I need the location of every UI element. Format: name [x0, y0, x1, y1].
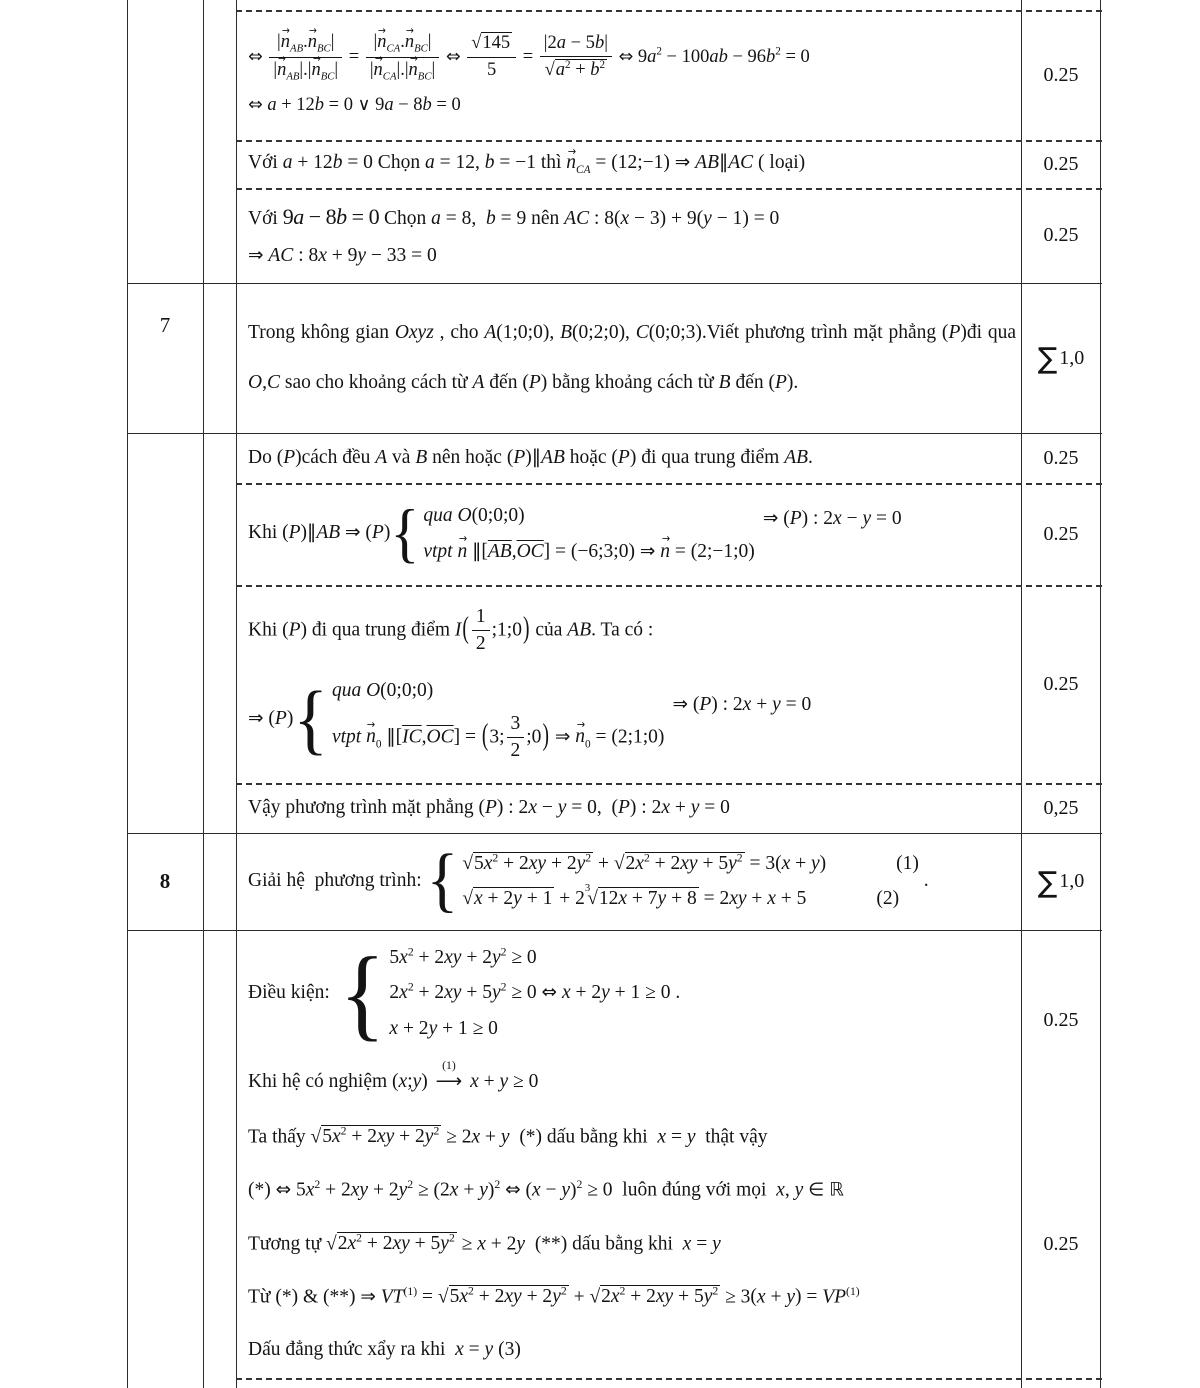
table-row: [0, 833, 1200, 930]
answer-content-cell: Khi (P) đi qua trung điểm I( $\frac{1}{2}$ ;1;0) của AB. Ta có : ⇒ (P) { qua O(0;0;0) vtpt $n \to_0$ $‖[\overline{IC},\overline{OC}] = (3$; $\frac{3}{2}$ ;0) ⇒ $n \to_0$ = (2;1;0) ⇒ (P) : 2x + y = 0: [248, 585, 1014, 783]
table-row: [0, 188, 1200, 283]
points-cell: 0.25: [1043, 522, 1079, 545]
table-row: [0, 483, 1200, 585]
table-row: [0, 585, 1200, 783]
points-cell: 0.25: [1043, 446, 1079, 469]
answer-content-cell: Ta thấy $√5x^2 + 2xy + 2y^2 \ge 2x + y$ (*) dấu bằng khi x = y thật vậy (*) ⇔ $5x^2 + 2xy + 2y^2 \ge (2x + y)^2$ ⇔ $(x - y)^2 \ge 0$ luôn đúng với mọi x, y ∈ ℝ Tương tự $√2x^2 + 2xy + 5y^2 \ge x + 2y$ (**) dấu bằng khi x = y Từ (*) & (**) ⇒ $VT^{(1)} = √5x^2 + 2xy + 2y^2 + √2x^2 + 2xy + 5y^2 \ge 3(x + y) = VP^{(1)}$ Dấu đẳng thức xẩy ra khi x = y (3): [248, 1124, 860, 1361]
answer-content-cell: Do (P)cách đều A và B nên hoặc (P)‖AB hoặc (P) đi qua trung điểm AB.: [248, 446, 813, 468]
question-number: 8: [159, 869, 171, 893]
question-statement-cell: Trong không gian Oxyz , cho A(1;0;0), B(0;2;0), C(0;0;3).Viết phương trình mặt phẳng (P)đi qua O,C sao cho khoảng cách từ A đến (P) bằng khoảng cách từ B đến (P).: [248, 322, 1017, 393]
table-row: [0, 930, 1200, 1110]
table-row: [0, 140, 1200, 188]
answer-content-cell: Điều kiện: { $5x^2 + 2xy + 2y^2 \ge 0$ $2x^2 + 2xy + 5y^2 \ge 0$ ⇔ x + 2y + 1 ≥ 0 . x + 2y + 1 ≥ 0 Khi hệ có nghiệm (x;y) (1) ⟶ x + y ≥ 0: [248, 935, 681, 1092]
answer-content-cell: Với a + 12b = 0 Chọn a = 12, b = −1 thì $n \to_{CA}$ = (12;−1) ⇒ AB‖AC ( loại): [248, 140, 1014, 188]
table-row: [0, 783, 1200, 833]
table-row: [0, 433, 1200, 483]
answer-content-cell: Với 9a − 8b = 0 Chọn a = 8, b = 9 nên AC : 8(x − 3) + 9(y − 1) = 0 ⇒ AC : 8x + 9y − 33 = 0: [248, 203, 780, 266]
table-row: [0, 1110, 1200, 1378]
answer-content-cell: Vậy phương trình mặt phẳng (P) : 2x − y = 0, (P) : 2x + y = 0: [248, 796, 730, 818]
table-row: [0, 10, 1200, 140]
points-cell: ∑ 1,0: [1037, 341, 1085, 375]
row-divider: [236, 1378, 1102, 1380]
points-cell: 0.25: [1043, 224, 1079, 246]
points-cell: 0.25: [1043, 1232, 1079, 1255]
points-cell: 0.25: [1043, 152, 1079, 175]
points-cell: 0,25: [1043, 796, 1079, 819]
table-row: [0, 283, 1200, 433]
answer-content-cell: ⇔ $\frac{|n \to_{AB}.n \to_{BC}|}{|n \to_{AB}|.|n \to_{BC}|}$ = $\frac{|n \to_{CA}.n \to_{BC}|}{|n \to_{CA}|.|n \to_{BC}|}$ ⇔ $\frac{√145}{5}$ = $\frac{|2a - 5b|}{√a^2 + b^2}$ ⇔ $9a^2 - 100ab - 96b^2 = 0$ ⇔ a + 12b = 0 ∨ 9a − 8b = 0: [248, 10, 1014, 140]
points-cell: ∑ 1,0: [1037, 864, 1085, 899]
question-number: 7: [159, 313, 171, 337]
points-cell: 0.25: [1043, 63, 1079, 86]
points-cell: 0.25: [1043, 672, 1079, 695]
points-cell: 0.25: [1043, 1008, 1079, 1031]
question-statement-cell: Giải hệ phương trình: { $√5x^2 + 2xy + 2y^2 + √2x^2 + 2xy + 5y^2 = 3(x + y)$ (1) $√x + 2y + 1 + 2^3√12x + 7y + 8 = 2xy + x + 5$ (2) .: [248, 841, 929, 921]
answer-content-cell: Khi (P)‖AB ⇒ (P) { qua O(0;0;0) vtpt $n \to ‖[\overline{AB},\overline{OC}]$ = (−6;3;0) ⇒ n → = (2;−1;0) ⇒ (P) : 2x − y = 0: [248, 483, 1014, 585]
